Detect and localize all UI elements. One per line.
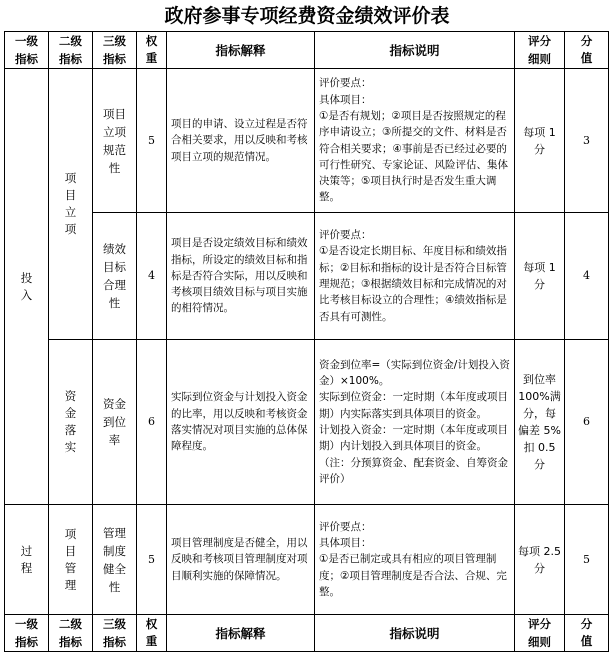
row-weight: 5 — [137, 69, 167, 213]
table-row — [5, 505, 609, 615]
group-funds-in-place: 资金落实 — [49, 340, 93, 505]
header-weight: 权重 — [137, 32, 167, 69]
header-description: 指标说明 — [315, 32, 515, 69]
row-score: 4 — [565, 213, 609, 340]
row-score: 3 — [565, 69, 609, 213]
header-level1: 一级指标 — [5, 615, 49, 652]
row-weight: 5 — [137, 505, 167, 615]
row-weight: 4 — [137, 213, 167, 340]
row-scoring-rule: 每项 1 分 — [515, 213, 565, 340]
header-score: 分值 — [565, 615, 609, 652]
header-scoring-rule: 评分细则 — [515, 32, 565, 69]
header-level3: 三级指标 — [93, 32, 137, 69]
header-score: 分值 — [565, 32, 609, 69]
group-process: 过程 — [5, 505, 49, 615]
row-scoring-rule: 到位率 100%满分，每偏差 5%扣 0.5 分 — [515, 340, 565, 505]
row-explanation: 项目管理制度是否健全，用以反映和考核项目管理制度对项目顺利实施的保障情况。 — [167, 505, 315, 615]
page-title: 政府参事专项经费资金绩效评价表 — [164, 5, 450, 27]
row-level3: 绩效目标合理性 — [93, 213, 137, 340]
row-description: 评价要点： 具体项目： ①是否已制定或具有相应的项目管理制度；②项目管理制度是否合法、合规、完整。 — [315, 505, 515, 615]
row-level3: 资金到位率 — [93, 340, 137, 505]
row-weight: 6 — [137, 340, 167, 505]
row-explanation: 项目是否设定绩效目标和绩效指标，所设定的绩效目标和指标是否符合实际，用以反映和考核项目绩效目标与项目实施的相符情况。 — [167, 213, 315, 340]
evaluation-table — [4, 31, 609, 652]
row-description: 评价要点： 具体项目： ①是否有规划；②项目是否按照规定的程序申请设立；③所提交的文件、材料是否符合相关要求；④事前是否已经过必要的可行性研究、专家论证、风险评估、集体决策等；⑤项目执行时是否发生重大调整。 — [315, 69, 515, 213]
group-input: 投入 — [5, 69, 49, 505]
row-description: 评价要点： ①是否设定长期目标、年度目标和绩效指标；②目标和指标的设计是否符合目标管理规范；③根据绩效目标和完成情况的对比考核目标设立的合理性；④绩效指标是否具有可测性。 — [315, 213, 515, 340]
header-level2: 二级指标 — [49, 615, 93, 652]
row-score: 5 — [565, 505, 609, 615]
row-level3: 项目立项规范性 — [93, 69, 137, 213]
row-explanation: 项目的申请、设立过程是否符合相关要求，用以反映和考核项目立项的规范情况。 — [167, 69, 315, 213]
header-level2: 二级指标 — [49, 32, 93, 69]
header-description: 指标说明 — [315, 615, 515, 652]
group-project-mgmt: 项目管理 — [49, 505, 93, 615]
row-scoring-rule: 每项 2.5 分 — [515, 505, 565, 615]
row-description: 资金到位率=（实际到位资金/计划投入资金）×100%。 实际到位资金：一定时期（本年度或项目期）内实际落实到具体项目的资金。 计划投入资金：一定时期（本年度或项目期）内计划投入到具体项目的资金。（注：分预算资金、配套资金、自筹资金评价） — [315, 340, 515, 505]
table-row — [5, 340, 609, 505]
header-explanation: 指标解释 — [167, 32, 315, 69]
header-explanation: 指标解释 — [167, 615, 315, 652]
table-row — [5, 69, 609, 213]
header-level3: 三级指标 — [93, 615, 137, 652]
header-level1: 一级指标 — [5, 32, 49, 69]
row-level3: 管理制度健全性 — [93, 505, 137, 615]
header-weight: 权重 — [137, 615, 167, 652]
table-header-row — [5, 32, 609, 69]
row-score: 6 — [565, 340, 609, 505]
row-explanation: 实际到位资金与计划投入资金的比率，用以反映和考核资金落实情况对项目实施的总体保障程度。 — [167, 340, 315, 505]
table-row — [5, 213, 609, 340]
table-footer-header-row — [5, 615, 609, 652]
header-scoring-rule: 评分细则 — [515, 615, 565, 652]
row-scoring-rule: 每项 1 分 — [515, 69, 565, 213]
group-project-setup: 项目立项 — [49, 69, 93, 340]
